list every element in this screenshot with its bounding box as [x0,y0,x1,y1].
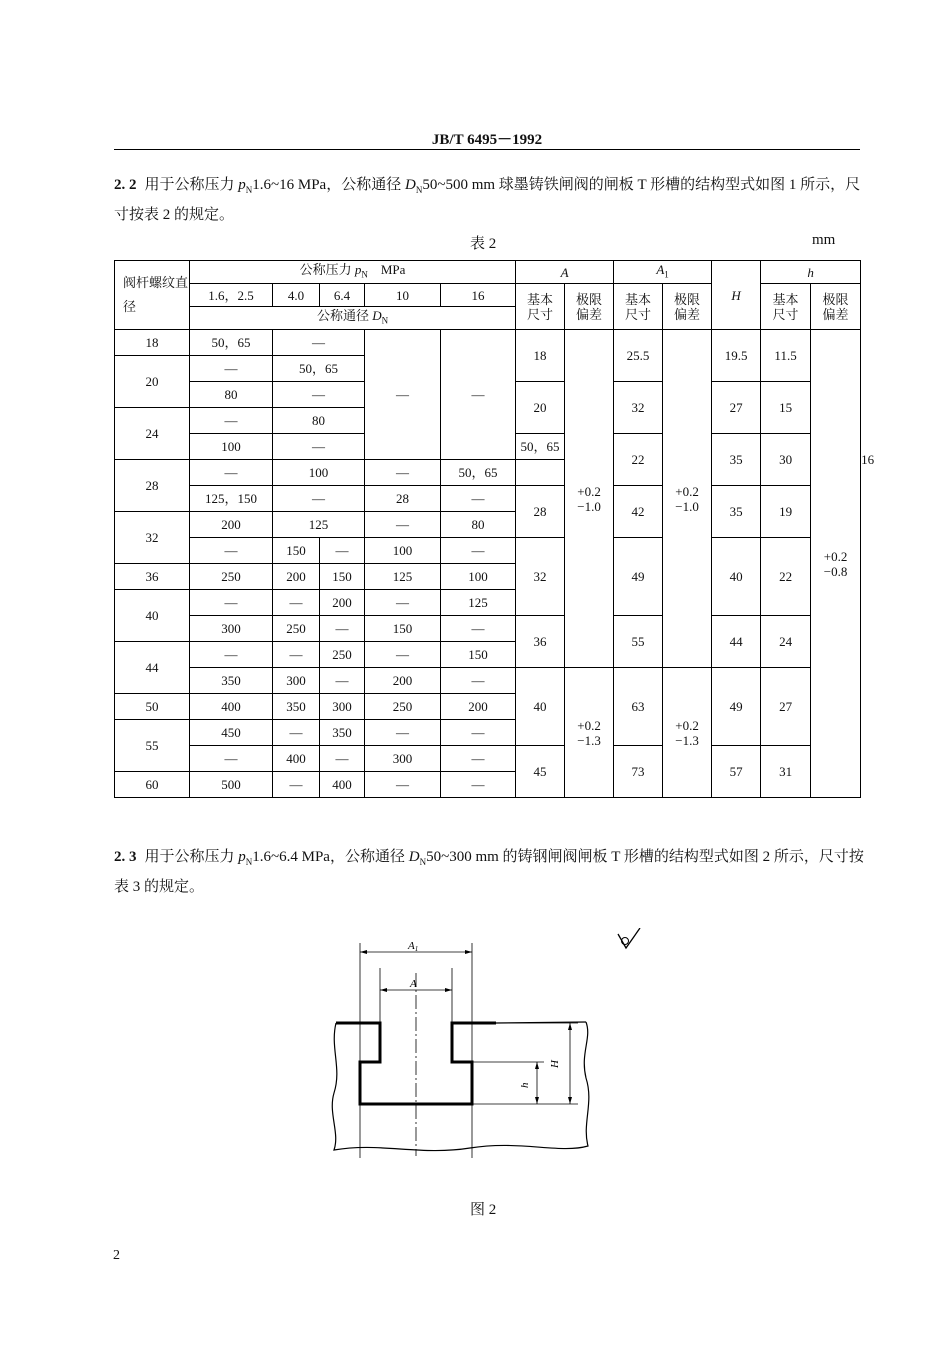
cell-h: 19 [761,486,811,538]
cell-dn: 300 [273,668,320,694]
cell-dn: — [441,616,516,642]
subscript: N [419,857,427,867]
header-A1 [614,261,712,284]
cell-H: 27 [712,382,761,434]
cell-dn: — [273,772,320,798]
cell-dn: 400 [273,746,320,772]
plate-break-line [332,1022,589,1151]
cell-dn: 100 [441,564,516,590]
symbol: h [807,264,814,280]
cell-dn: — [190,356,273,382]
cell-dn: 500 [190,772,273,798]
table-2: 阀杆螺纹直 径 公称压力 $p_N$ MPa A $A_1$ H h 1.6，2.5 4.0 6.4 10 16 基本尺寸 极限偏差 基本尺寸 极限偏差 基本尺寸 极限偏差 公称通径 $D_N$ 18 50，65 — — — 18 +0.2 −1.0 25.5 +0.2 −1.0 19.5 11.5 +0.2 −0.8 20 — 50，65 80 — 20 32 27 15 24 — 80 100 — 50，65 22 35 30 16 28 — 100 — 50，65 125，150 — 28 — 28 42 35 19 32 200 125 — 80 — 150 — 100 — 32 49 40 22 36 250 200 150 125 100 40 — — 200 — 125 300 250 — 150 — 36 55 44 24 44 — — 250 — 150 350 300 — 200 — 40 +0.2 −1.3 63 +0.2 −1.3 49 27 50 400 350 300 250 200 55 450 — 350 — — — 400 — 300 — 45 73 57 31 60 500 — 400 — — [114,260,861,798]
cell-dn: 200 [365,668,441,694]
cell-dn: 350 [320,720,365,746]
cell-dn: 350 [190,668,273,694]
subscript: N [245,185,253,195]
table-caption: 表 2 [470,236,497,252]
cell-A: 20 [516,382,565,434]
cell-dn: 400 [320,772,365,798]
cell-dn: — [365,772,441,798]
text: 用于公称压力 [144,177,239,193]
cell-h: 24 [761,616,811,668]
cell-dn: — [365,720,441,746]
cell-dn: — [441,720,516,746]
cell-dn: 150 [441,642,516,668]
cell-dev-A: +0.2 −1.3 [565,668,614,798]
cell-dn: 200 [273,564,320,590]
dev-A1: 极限偏差 [663,284,712,330]
cell-dn: 300 [320,694,365,720]
pressure-4: 10 [365,284,441,307]
section-number: 2. 3 [114,849,137,865]
standard-header: JB/T 6495－1992 [431,132,543,148]
header-pressure [190,261,516,284]
cell-dn: — [441,330,516,460]
cell-dn: 50，65 [273,356,365,382]
subscript: 1 [414,945,419,953]
cell-thread: 32 [115,512,190,564]
cell-dn: 80 [441,512,516,538]
cell-A: 22 [614,434,663,486]
cell-A1: 73 [614,746,663,798]
text: 用于公称压力 [144,849,239,865]
cell-dn: — [273,486,365,512]
header-thread: 阀杆螺纹直 径 [115,261,190,330]
cell-dn: 250 [190,564,273,590]
table-unit: mm [812,232,836,248]
cell-H: 49 [712,668,761,746]
symbol: A [560,264,569,280]
symbol-p: p [238,177,246,193]
cell-dn: — [441,772,516,798]
cell-dn: 400 [190,694,273,720]
label-A: A [410,978,417,990]
cell-A1: 55 [614,616,663,668]
cell-h: 11.5 [761,330,811,382]
text: A [408,940,415,952]
cell-dn: — [441,486,516,512]
cell-dn: — [365,512,441,538]
cell-dn: — [273,330,365,356]
pressure-3: 6.4 [320,284,365,307]
cell-dn: 450 [190,720,273,746]
cell-A: 40 [516,668,565,746]
symbol: p [354,261,362,277]
cell-dn: — [365,590,441,616]
subscript: N [361,269,368,280]
cell-thread: 40 [115,590,190,642]
cell-dn: 250 [273,616,320,642]
cell-dn: 80 [273,408,365,434]
cell-dn: 150 [320,564,365,590]
cell-A: 18 [516,330,565,382]
cell-dn: 50，65 [516,434,565,460]
label-H: H [549,1060,561,1068]
symbol: A [656,261,665,277]
cell-dn: — [273,382,365,408]
cell-dev-h: +0.2 −0.8 [811,330,861,798]
symbol: H [731,287,741,303]
section-2-2 [114,173,874,228]
basic-h: 基本尺寸 [761,284,811,330]
symbol-d: D [404,177,416,193]
section-number: 2. 2 [114,177,137,193]
cell-dn: — [190,746,273,772]
cell-dn: — [273,642,320,668]
text: 公称压力 [299,261,355,277]
cell-h: 27 [761,668,811,746]
cell-dn: — [190,538,273,564]
subscript: 1 [664,269,669,280]
cell-dn: 28 [365,486,441,512]
cell-thread: 60 [115,772,190,798]
text: 50~500 mm 球墨铸铁闸阀的闸板 T 形槽的结构型式如图 1 所示，尺寸按表 2 的规定。 [114,177,861,223]
cell-dn: — [320,668,365,694]
cell-A1: 42 [614,486,663,538]
figure-caption: 图 2 [470,1202,497,1218]
section-2-3 [114,845,874,900]
text: MPa [367,261,406,277]
cell-dn: 250 [365,694,441,720]
subscript: N [245,857,253,867]
symbol-d: D [408,849,420,865]
subscript: N [381,315,389,326]
cell-dn: 125 [273,512,365,538]
cell-A: 28 [516,486,565,538]
cell-dn: 80 [190,382,273,408]
cell-dn: — [441,668,516,694]
text: 50~300 mm 的铸钢闸阀闸板 T 形槽的结构型式如图 2 所示，尺寸按表 3 的规定。 [114,849,864,895]
cell-dn: — [320,746,365,772]
cell-dn: 125 [441,590,516,616]
cell-dev-A: +0.2 −1.0 [565,330,614,668]
cell-A1: 25.5 [614,330,663,382]
cell-H: 44 [712,616,761,668]
cell-dn: 250 [320,642,365,668]
cell-dn: — [190,642,273,668]
cell-dn: — [365,642,441,668]
label-A1 [407,940,418,953]
cell-dn: — [365,330,441,460]
cell-thread: 44 [115,642,190,694]
cell-dn: 100 [365,538,441,564]
text: 公称通径 [316,307,373,323]
cell-dn: 100 [273,460,365,486]
t-slot-figure [320,928,660,1168]
cell-dn: 50，65 [441,460,516,486]
cell-dn: — [273,590,320,616]
cell-dn: — [320,616,365,642]
cell-dn: 150 [273,538,320,564]
dev-A: 极限偏差 [565,284,614,330]
cell-dn: — [190,590,273,616]
cell-A1: 32 [614,382,663,434]
cell-dn: — [190,408,273,434]
cell-dn: 300 [365,746,441,772]
header-H [712,261,761,330]
cell-thread: 50 [115,694,190,720]
cell-A: 36 [516,616,565,668]
cell-H: 40 [712,538,761,616]
cell-dn: 100 [190,434,273,460]
cell-dn: — [320,538,365,564]
cell-A: 32 [516,538,565,616]
label-h: h [519,1082,531,1088]
cell-A1: 35 [712,434,761,486]
basic-A1: 基本尺寸 [614,284,663,330]
cell-dn: 50，65 [190,330,273,356]
cell-thread: 28 [115,460,190,512]
header-h [761,261,861,284]
cell-dn: 125 [365,564,441,590]
cell-dn: — [441,746,516,772]
subscript: N [415,185,423,195]
header-rule [114,149,860,150]
basic-A: 基本尺寸 [516,284,565,330]
cell-thread: 20 [115,356,190,408]
pressure-2: 4.0 [273,284,320,307]
pressure-5: 16 [441,284,516,307]
cell-dev-A1: +0.2 −1.3 [663,668,712,798]
roughness-icon [618,928,640,948]
cell-h: 22 [761,538,811,616]
cell-h: 31 [761,746,811,798]
pressure-1: 1.6，2.5 [190,284,273,307]
cell-A: 45 [516,746,565,798]
header-A [516,261,614,284]
cell-dn: 300 [190,616,273,642]
symbol-p: p [238,849,246,865]
dev-h: 极限偏差 [811,284,861,330]
cell-dn: 200 [441,694,516,720]
cell-dn: — [273,434,365,460]
cell-dn: 200 [320,590,365,616]
cell-h: 15 [761,382,811,434]
cell-H: 57 [712,746,761,798]
symbol: D [372,307,382,323]
header-dn [190,307,516,330]
cell-dn: 150 [365,616,441,642]
cell-A1: 49 [614,538,663,616]
cell-H: 35 [712,486,761,538]
cell-dn: — [273,720,320,746]
text: 1.6~6.4 MPa，公称通径 [252,849,409,865]
cell-thread: 24 [115,408,190,460]
cell-dn: — [190,460,273,486]
cell-H: 30 [761,434,811,486]
cell-H: 19.5 [712,330,761,382]
cell-thread: 55 [115,720,190,772]
cell-thread: 36 [115,564,190,590]
cell-A1: 63 [614,668,663,746]
cell-dn: — [441,538,516,564]
cell-dn: 200 [190,512,273,538]
cell-dn: 350 [273,694,320,720]
cell-dn: 125，150 [190,486,273,512]
cell-dn: — [365,460,441,486]
cell-dev-A1: +0.2 −1.0 [663,330,712,668]
text: 1.6~16 MPa，公称通径 [252,177,405,193]
cell-thread: 18 [115,330,190,356]
page-number: 2 [113,1248,120,1263]
